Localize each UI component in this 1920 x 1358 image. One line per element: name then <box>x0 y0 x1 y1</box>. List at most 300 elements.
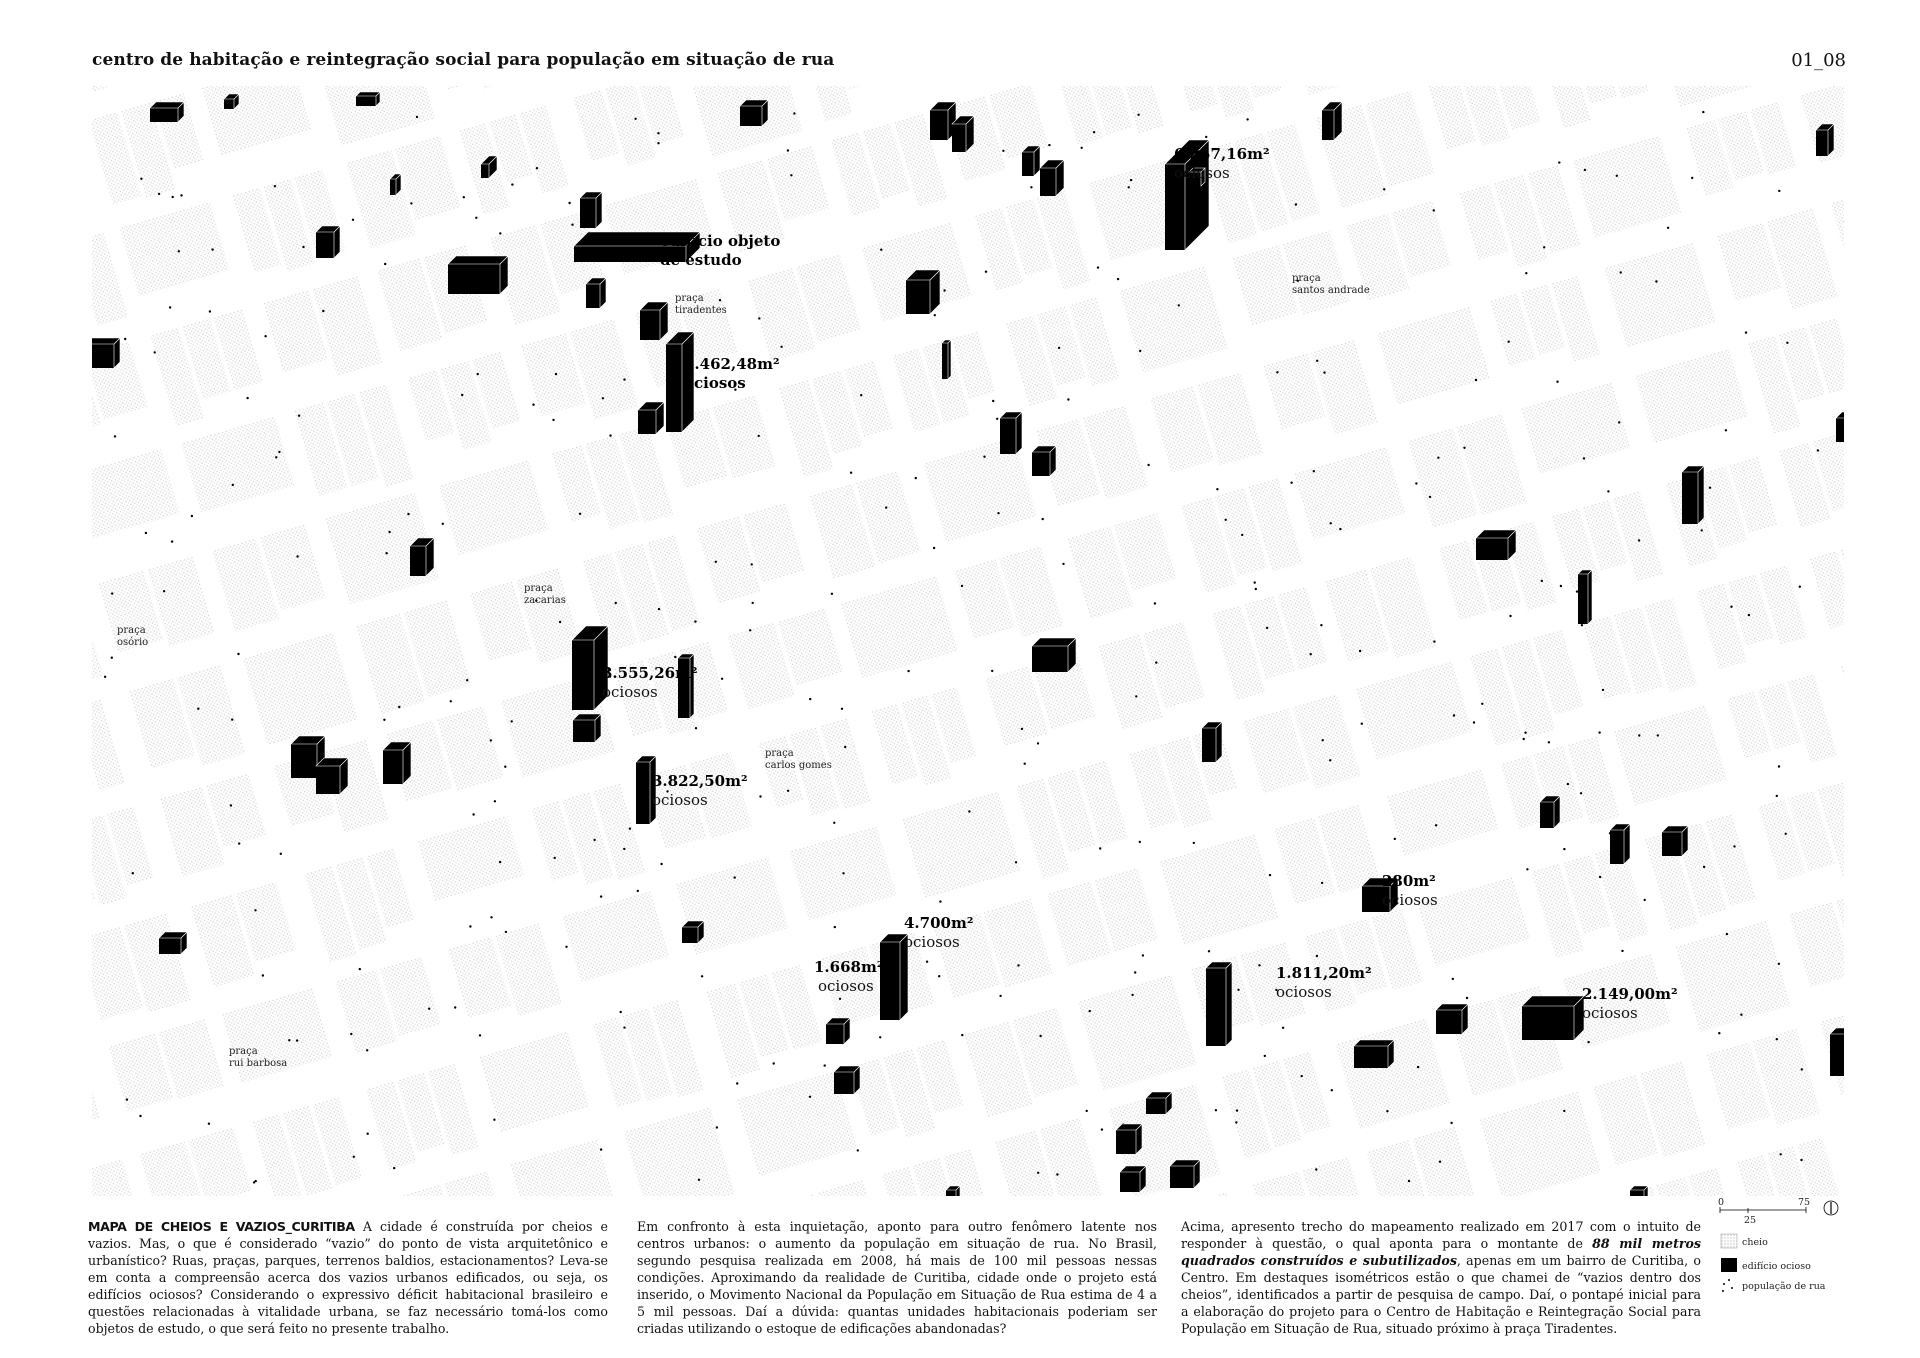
street-person-dot <box>1093 131 1095 133</box>
street-person-dot <box>716 1126 718 1128</box>
street-person-dot <box>694 620 696 622</box>
svg-text:25: 25 <box>1744 1215 1757 1226</box>
city-block <box>1160 834 1279 945</box>
city-block <box>1810 551 1844 629</box>
street-person-dot <box>719 299 721 301</box>
street-person-dot <box>1313 470 1315 472</box>
street-person-dot <box>230 804 232 806</box>
idle-building <box>1540 796 1560 828</box>
street-person-dot <box>139 1115 141 1117</box>
street-person-dot <box>353 1156 355 1158</box>
street-person-dot <box>637 890 639 892</box>
street-person-dot <box>1437 457 1439 459</box>
city-block <box>1542 86 1590 128</box>
idle-area-label: 7.462,48m² ociosos <box>684 355 780 392</box>
street-person-dot <box>552 419 554 421</box>
city-block <box>92 86 107 95</box>
street-person-dot <box>1799 586 1801 588</box>
street-person-dot <box>1655 280 1657 282</box>
idle-building <box>1630 1186 1648 1196</box>
street-person-dot <box>1255 588 1257 590</box>
street-person-dot <box>1801 1068 1803 1070</box>
idle-building <box>1022 146 1040 176</box>
street-person-dot <box>985 271 987 273</box>
street-person-dot <box>393 1167 395 1169</box>
city-block <box>511 1140 620 1196</box>
street-person-dot <box>1282 1027 1284 1029</box>
street-person-dot <box>178 250 180 252</box>
street-person-dot <box>1415 482 1417 484</box>
city-block <box>1294 447 1405 540</box>
street-person-dot <box>658 608 660 610</box>
street-person-dot <box>996 418 998 420</box>
street-person-dot <box>1473 721 1475 723</box>
city-block <box>800 86 852 121</box>
street-person-dot <box>197 708 199 710</box>
street-person-dot <box>1778 190 1780 192</box>
street-person-dot <box>1269 874 1271 876</box>
street-person-dot <box>1266 627 1268 629</box>
street-person-dot <box>749 629 751 631</box>
context-paragraph: Em confronto à esta inquietação, aponto para outro fenômero latente nos centros urbanos: o aumento da população em situação de rua. No Brasil, segundo pesquisa realizada em 2008, há mais de 100 mil pessoas nessas condições. Aproximando da realidade de Curitiba, cidade onde o projeto está inserido, o Movimento Nacional da População em Situação de Rua estima de 4 a 5 mil pessoas. Daí a dúvida: quantas unidades habitacionais poderiam ser criadas utilizando o estoque de edificações abandonadas? <box>637 1219 1157 1336</box>
idle-building <box>316 226 340 258</box>
idle-building <box>1116 1124 1142 1154</box>
street-person-dot <box>809 698 811 700</box>
street-person-dot <box>124 338 126 340</box>
city-block <box>1311 340 1378 434</box>
idle-building <box>383 742 411 784</box>
street-person-dot <box>1015 861 1017 863</box>
street-person-dot <box>571 224 573 226</box>
street-person-dot <box>1439 1161 1441 1163</box>
street-person-dot <box>721 678 723 680</box>
idle-building <box>1202 722 1222 762</box>
street-person-dot <box>1702 111 1704 113</box>
city-block <box>1841 639 1844 744</box>
street-person-dot <box>568 202 570 204</box>
street-person-dot <box>559 621 561 623</box>
street-person-dot <box>1563 848 1565 850</box>
street-person-dot <box>1607 490 1609 492</box>
street-person-dot <box>991 670 993 672</box>
idle-building <box>826 1018 850 1044</box>
street-person-dot <box>1733 845 1735 847</box>
highlight-figure: 88 mil metros quadrados construídos e subutilizados <box>1181 1236 1702 1268</box>
street-person-dot <box>1134 971 1136 973</box>
street-person-dot <box>1466 997 1468 999</box>
street-person-dot <box>1154 602 1156 604</box>
street-person-dot <box>1429 496 1431 498</box>
street-person-dot <box>1508 341 1510 343</box>
street-person-dot <box>466 679 468 681</box>
street-person-dot <box>1017 964 1019 966</box>
street-person-dot <box>1556 381 1558 383</box>
street-person-dot <box>479 1034 481 1036</box>
legend-label-street-population: população de rua <box>1742 1281 1826 1292</box>
street-person-dot <box>254 909 256 911</box>
street-person-dot <box>104 676 106 678</box>
street-person-dot <box>983 456 985 458</box>
street-person-dot <box>1039 1035 1041 1037</box>
city-block <box>439 460 549 556</box>
street-person-dot <box>701 975 703 977</box>
street-person-dot <box>1453 714 1455 716</box>
street-person-dot <box>246 397 248 399</box>
street-person-dot <box>1740 1014 1742 1016</box>
street-person-dot <box>145 532 147 534</box>
street-person-dot <box>1580 792 1582 794</box>
street-person-dot <box>623 848 625 850</box>
street-person-dot <box>1778 765 1780 767</box>
street-person-dot <box>475 217 477 219</box>
street-person-dot <box>231 718 233 720</box>
idle-building <box>580 192 602 228</box>
idle-building <box>1436 1004 1468 1034</box>
idle-building <box>1040 160 1064 196</box>
street-person-dot <box>1089 1010 1091 1012</box>
street-person-dot <box>1316 955 1318 957</box>
street-person-dot <box>172 196 174 198</box>
street-person-dot <box>288 1039 290 1041</box>
idle-area-label: 2.149,00m² ociosos <box>1582 985 1678 1022</box>
street-person-dot <box>620 1011 622 1013</box>
text-column-intro <box>88 1218 608 1337</box>
idle-building <box>834 1066 860 1094</box>
street-person-dot <box>366 1049 368 1051</box>
street-person-dot <box>579 513 581 515</box>
street-person-dot <box>934 314 936 316</box>
street-person-dot <box>1435 824 1437 826</box>
street-person-dot <box>1147 464 1149 466</box>
street-person-dot <box>1452 978 1454 980</box>
city-block <box>1078 975 1197 1091</box>
idle-area-label: 1.811,20m² ociosos <box>1276 964 1372 1001</box>
idle-area-label: 4.700m² ociosos <box>904 914 974 951</box>
idle-building <box>1032 638 1076 672</box>
street-person-dot <box>208 1123 210 1125</box>
street-person-dot <box>790 174 792 176</box>
street-person-dot <box>885 506 887 508</box>
idle-building <box>1682 466 1704 524</box>
city-block <box>519 106 568 194</box>
street-person-dot <box>428 1008 430 1010</box>
street-person-dot <box>472 813 474 815</box>
place-label-tiradentes: praça tiradentes <box>675 293 727 316</box>
street-person-dot <box>416 116 418 118</box>
idle-area-label: 3.555,26m² ociosos <box>602 664 698 701</box>
street-person-dot <box>938 975 940 977</box>
street-person-dot <box>280 853 282 855</box>
street-person-dot <box>600 1148 602 1150</box>
place-label-osorio: praça osório <box>117 625 149 648</box>
street-person-dot <box>1236 1109 1238 1111</box>
street-person-dot <box>1386 1110 1388 1112</box>
idle-building <box>1578 570 1592 624</box>
street-person-dot <box>1541 580 1543 582</box>
street-person-dot <box>1567 783 1569 785</box>
street-person-dot <box>209 310 211 312</box>
street-person-dot <box>1408 1180 1410 1182</box>
street-person-dot <box>322 310 324 312</box>
street-person-dot <box>1216 488 1218 490</box>
city-block <box>1614 705 1727 805</box>
street-person-dot <box>1101 1128 1103 1130</box>
street-person-dot <box>1330 522 1332 524</box>
idle-building <box>448 256 508 294</box>
city-block <box>429 86 478 89</box>
city-block <box>1480 1091 1601 1196</box>
city-block <box>1412 1127 1475 1196</box>
city-block <box>181 416 294 512</box>
street-person-dot <box>809 1096 811 1098</box>
street-person-dot <box>1254 581 1256 583</box>
street-person-dot <box>1644 899 1646 901</box>
street-person-dot <box>469 925 471 927</box>
street-person-dot <box>992 400 994 402</box>
street-person-dot <box>1329 759 1331 761</box>
idle-building <box>1522 996 1584 1040</box>
findings-paragraph-start: Acima, apresento trecho do mapeamento realizado em 2017 com o intuito de responder à questão, o qual aponta para o montante de <box>1181 1219 1701 1251</box>
street-person-dot <box>1301 1075 1303 1077</box>
street-person-dot <box>1086 1110 1088 1112</box>
city-block <box>1789 902 1844 988</box>
street-person-dot <box>1331 1089 1333 1091</box>
text-column-findings <box>1181 1218 1701 1337</box>
city-block <box>1139 1192 1245 1196</box>
street-person-dot <box>1638 539 1640 541</box>
city-block <box>202 86 311 156</box>
street-person-dot <box>237 653 239 655</box>
street-person-dot <box>879 1036 881 1038</box>
street-person-dot <box>238 842 240 844</box>
sheet-number: 01_08 <box>1791 50 1846 71</box>
street-person-dot <box>1548 741 1550 743</box>
idle-building <box>1206 962 1232 1046</box>
idle-building <box>1120 1166 1146 1192</box>
street-person-dot <box>1246 118 1248 120</box>
street-person-dot <box>1315 1168 1317 1170</box>
street-person-dot <box>504 766 506 768</box>
street-person-dot <box>793 112 795 114</box>
street-person-dot <box>734 876 736 878</box>
street-person-dot <box>1433 640 1435 642</box>
idle-building <box>638 402 664 434</box>
street-person-dot <box>511 183 513 185</box>
street-person-dot <box>1450 1122 1452 1124</box>
idle-building <box>682 921 704 943</box>
place-label-rui-barbosa: praça rui barbosa <box>229 1046 288 1069</box>
street-person-dot <box>1587 1041 1589 1043</box>
idle-building <box>390 174 401 195</box>
idle-building <box>636 756 656 824</box>
street-person-dot <box>1778 963 1780 965</box>
city-block <box>92 699 125 790</box>
street-person-dot <box>1667 227 1669 229</box>
street-person-dot <box>752 602 754 604</box>
street-person-dot <box>999 995 1001 997</box>
street-person-dot <box>1800 1159 1802 1161</box>
city-block <box>1604 243 1716 348</box>
street-person-dot <box>1139 841 1141 843</box>
city-block <box>923 437 1036 541</box>
street-person-dot <box>609 434 611 436</box>
street-person-dot <box>1394 838 1396 840</box>
idle-area-label: 280m² ociosos <box>1382 872 1438 909</box>
street-person-dot <box>499 232 501 234</box>
street-person-dot <box>943 289 945 291</box>
street-person-dot <box>1703 866 1705 868</box>
street-person-dot <box>1062 563 1064 565</box>
street-person-dot <box>264 335 266 337</box>
street-person-dot <box>834 926 836 928</box>
city-block <box>1387 769 1498 855</box>
street-person-dot <box>407 513 409 515</box>
street-person-dot <box>211 248 213 250</box>
street-person-dot <box>1638 734 1640 736</box>
street-person-dot <box>1097 266 1099 268</box>
city-block <box>903 791 1022 898</box>
street-person-dot <box>1235 1121 1237 1123</box>
idle-building <box>640 302 668 340</box>
street-person-dot <box>933 547 935 549</box>
street-person-dot <box>634 118 636 120</box>
street-person-dot <box>860 394 862 396</box>
idle-area-label: 6.257,16m² ociosos <box>1174 145 1270 182</box>
street-person-dot <box>169 306 171 308</box>
street-person-dot <box>1657 734 1659 736</box>
street-person-dot <box>1583 457 1585 459</box>
street-person-dot <box>1780 1153 1782 1155</box>
street-person-dot <box>915 477 917 479</box>
street-person-dot <box>1558 161 1560 163</box>
street-person-dot <box>1361 723 1363 725</box>
street-person-dot <box>736 1082 738 1084</box>
figure-ground-map <box>92 86 1844 1196</box>
street-person-dot <box>1726 933 1728 935</box>
street-person-dot <box>1602 689 1604 691</box>
street-person-dot <box>629 828 631 830</box>
city-block <box>92 1054 100 1125</box>
street-person-dot <box>490 739 492 741</box>
place-label-carlos-gomes: praça carlos gomes <box>765 748 832 771</box>
idle-building <box>1000 412 1022 454</box>
street-person-dot <box>780 346 782 348</box>
legend-swatch-people-dots <box>1722 1279 1733 1292</box>
street-person-dot <box>1776 1038 1778 1040</box>
street-person-dot <box>1322 739 1324 741</box>
street-person-dot <box>773 1062 775 1064</box>
idle-building <box>1830 1028 1844 1076</box>
street-person-dot <box>1525 272 1527 274</box>
city-block <box>1119 266 1228 372</box>
street-person-dot <box>1048 144 1050 146</box>
idle-building <box>410 538 434 576</box>
street-person-dot <box>1543 246 1545 248</box>
idle-building <box>1836 412 1844 442</box>
street-person-dot <box>1131 994 1133 996</box>
street-person-dot <box>111 592 113 594</box>
street-person-dot <box>1581 624 1583 626</box>
street-person-dot <box>1817 449 1819 451</box>
street-person-dot <box>623 378 625 380</box>
city-block <box>1831 195 1844 283</box>
city-block <box>1656 86 1769 107</box>
street-person-dot <box>1139 350 1141 352</box>
street-person-dot <box>383 719 385 721</box>
street-person-dot <box>298 415 300 417</box>
city-block <box>92 1159 143 1196</box>
street-person-dot <box>1598 731 1600 733</box>
text-column-context <box>637 1218 1157 1337</box>
street-person-dot <box>1135 695 1137 697</box>
city-block <box>92 233 128 326</box>
idle-building <box>1322 102 1342 140</box>
street-person-dot <box>1056 1173 1058 1175</box>
street-person-dot <box>657 132 659 134</box>
street-person-dot <box>751 563 753 565</box>
street-person-dot <box>1620 271 1622 273</box>
street-person-dot <box>493 1119 495 1121</box>
street-person-dot <box>1037 1172 1039 1174</box>
street-person-dot <box>1024 763 1026 765</box>
city-block <box>92 589 103 702</box>
idle-building <box>159 932 187 954</box>
street-person-dot <box>1776 795 1778 797</box>
street-person-dot <box>787 790 789 792</box>
place-label-santos-andrade: praça santos andrade <box>1292 273 1370 296</box>
street-person-dot <box>961 585 963 587</box>
street-person-dot <box>833 822 835 824</box>
page-title: centro de habitação e reintegração social para população em situação de rua <box>92 50 835 70</box>
street-person-dot <box>698 1179 700 1181</box>
idle-building <box>356 92 380 106</box>
idle-building <box>573 714 601 742</box>
street-person-dot <box>1524 732 1526 734</box>
street-person-dot <box>232 484 234 486</box>
street-person-dot <box>554 857 556 859</box>
street-person-dot <box>1137 114 1139 116</box>
city-block <box>562 891 669 982</box>
city-block <box>624 1107 735 1196</box>
street-person-dot <box>1225 519 1227 521</box>
street-person-dot <box>880 249 882 251</box>
street-person-dot <box>1621 950 1623 952</box>
street-person-dot <box>278 451 280 453</box>
street-person-dot <box>180 194 182 196</box>
street-person-dot <box>1475 379 1477 381</box>
street-person-dot <box>695 727 697 729</box>
street-person-dot <box>275 456 277 458</box>
city-block <box>243 633 358 746</box>
city-block <box>841 576 958 678</box>
street-person-dot <box>1237 989 1239 991</box>
street-person-dot <box>1616 175 1618 177</box>
street-person-dot <box>657 142 659 144</box>
city-block <box>1767 208 1838 309</box>
street-person-dot <box>1142 954 1144 956</box>
legend-label-idle-building: edifício ocioso <box>1742 1261 1811 1272</box>
street-person-dot <box>1320 624 1322 626</box>
street-person-dot <box>454 1006 456 1008</box>
street-person-dot <box>262 974 264 976</box>
idle-building <box>316 758 348 794</box>
idle-building <box>1610 824 1630 864</box>
street-person-dot <box>352 219 354 221</box>
street-person-dot <box>602 397 604 399</box>
street-person-dot <box>255 1180 257 1182</box>
street-person-dot <box>1509 615 1511 617</box>
svg-text:0: 0 <box>1718 1198 1725 1208</box>
